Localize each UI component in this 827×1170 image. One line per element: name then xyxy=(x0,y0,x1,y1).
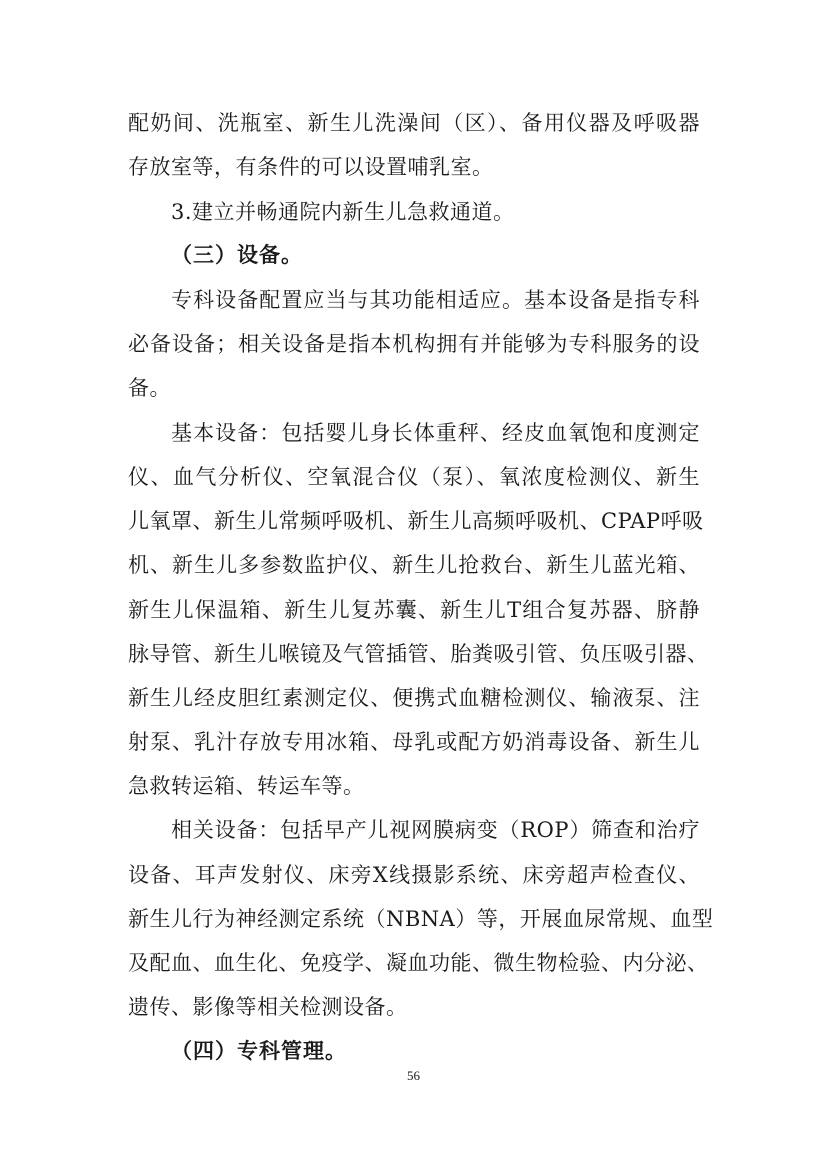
text-line: 存放室等，有条件的可以设置哺乳室。 xyxy=(128,155,494,179)
list-item-3: 3.建立并畅通院内新生儿急救通道。 xyxy=(171,200,515,224)
text-line: 急救转运箱、转运车等。 xyxy=(128,774,365,798)
text-line: 设备、耳声发射仪、床旁X线摄影系统、床旁超声检查仪、 xyxy=(128,863,700,887)
text-line: 及配血、血生化、免疫学、凝血功能、微生物检验、内分泌、 xyxy=(128,951,709,975)
section-heading-3: （三）设备。 xyxy=(171,243,303,267)
page-number: 56 xyxy=(407,1068,420,1083)
text-line: 新生儿行为神经测定系统（NBNA）等，开展血尿常规、血型 xyxy=(128,907,714,931)
text-line: 脉导管、新生儿喉镜及气管插管、胎粪吸引管、负压吸引器、 xyxy=(128,642,709,666)
text-line: 仪、血气分析仪、空氧混合仪（泵）、氧浓度检测仪、新生 xyxy=(128,465,700,489)
text-line: 相关设备：包括早产儿视网膜病变（ROP）筛查和治疗 xyxy=(171,818,700,842)
text-line: 配奶间、洗瓶室、新生儿洗澡间（区）、备用仪器及呼吸器 xyxy=(128,111,700,135)
text-line: 必备设备；相关设备是指本机构拥有并能够为专科服务的设 xyxy=(128,332,700,356)
text-line: 新生儿保温箱、新生儿复苏囊、新生儿T组合复苏器、脐静 xyxy=(128,598,700,622)
text-line: 遗传、影像等相关检测设备。 xyxy=(128,995,408,1019)
section-heading-4: （四）专科管理。 xyxy=(171,1039,347,1063)
text-line: 专科设备配置应当与其功能相适应。基本设备是指专科 xyxy=(171,288,700,312)
text-line: 机、新生儿多参数监护仪、新生儿抢救台、新生儿蓝光箱、 xyxy=(128,553,700,577)
text-line: 新生儿经皮胆红素测定仪、便携式血糖检测仪、输液泵、注 xyxy=(128,686,700,710)
text-line: 射泵、乳汁存放专用冰箱、母乳或配方奶消毒设备、新生儿 xyxy=(128,730,700,754)
text-line: 基本设备：包括婴儿身长体重秤、经皮血氧饱和度测定 xyxy=(171,421,700,445)
text-line: 儿氧罩、新生儿常频呼吸机、新生儿高频呼吸机、CPAP呼吸 xyxy=(128,509,704,533)
text-line: 备。 xyxy=(128,376,171,400)
